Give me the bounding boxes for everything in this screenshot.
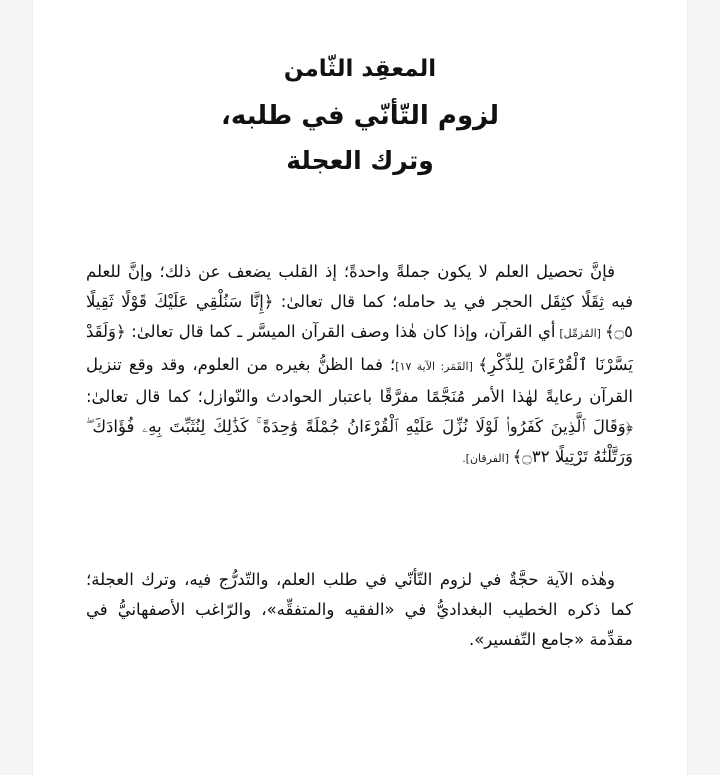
chapter-title-line-1: المعقِد الثّامن [283,56,437,82]
quran-verse-2: ﴿وَلَقَدْ يَسَّرْنَا ٱلْقُرْءَانَ لِلذِّكْرِ﴾ [86,322,633,374]
paragraph-1-text-c: ؛ فما الظنُّ بغيره من العلوم، وقد وقع تنزيل القرآن رعايةً لهٰذا الأمر مُنَجَّمًا مفرَّقًا باعتبار الحوادث والنّوازل؛ كما قال تعالىٰ: [86,354,633,406]
chapter-title-line-2: لزوم التّأنّي في طلبه، [220,101,500,131]
verse-reference-3: [الفرقان]. [462,452,513,466]
quran-verse-3: ﴿وَقَالَ ٱلَّذِينَ كَفَرُوا۟ لَوْلَا نُزِّلَ عَلَيْهِ ٱلْقُرْءَانُ جُمْلَةً وَٰحِدَةً ۚ كَذَٰلِكَ لِنُثَبِّتَ بِهِۦ فُؤَادَكَ ۖ وَرَتَّلْنَٰهُ تَرْتِيلًا ۝٣٢﴾ [86,417,633,467]
document-page [33,0,687,775]
verse-reference-2: [القَمَر: الآية ١٧] [395,359,479,373]
paragraph-1 [86,257,633,474]
quran-verse-1: ﴿إِنَّا سَنُلْقِي عَلَيْكَ قَوْلًا ثَقِيلًا ۝٥﴾ [86,292,634,342]
verse-reference-1: [المُزمِّل] [555,327,605,341]
paragraph-1-text-b: أي القرآن، وإذا كان هٰذا وصف القرآن الميسَّر ـ كما قال تعالىٰ: [125,322,556,342]
paragraph-1-text-a: فإنَّ تحصيل العلم لا يكون جملةً واحدةً؛ إذ القلب يضعف عن ذلك؛ وإنَّ للعلم فيه ثِقَلًا كثِقَل الحجر في يد حامله؛ كما قال تعالىٰ: [86,262,633,312]
chapter-title-line-3: وترك العجلة [286,146,434,175]
paragraph-2: وهٰذه الآية حجَّةٌ في لزوم التّأنّي في طلب العلم، والتّدرُّج فيه، وترك العجلة؛ كما ذكره الخطيب البغداديُّ في «الفقيه والمتفقِّه»، والرّاغب الأصفهانيُّ في مقدِّمة «جامع التّفسير». [86,570,633,650]
